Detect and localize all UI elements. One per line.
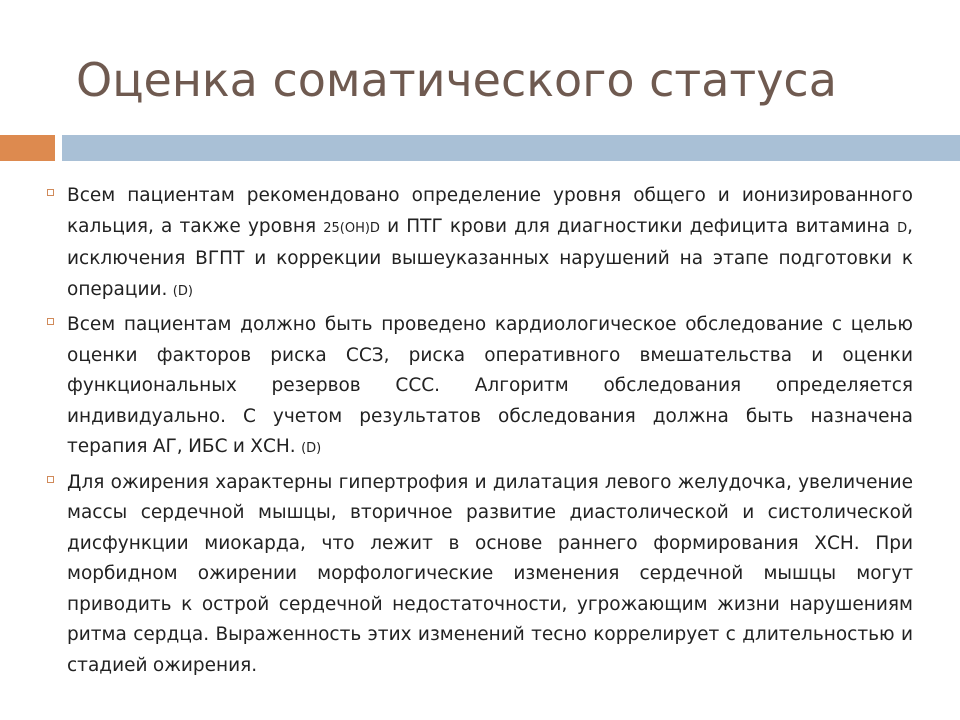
bullet-text-segment: Всем пациентам должно быть проведено кардиологическое обследование с целью оценки факторов риска ССЗ, риска оперативного вмешательства и оценки функциональных резервов ССС. Алгоритм обследования определяется индивидуально. С учетом результатов обследования должна быть назначена терапия АГ, ИБС и ХСН.	[67, 314, 913, 457]
bullet-text-segment: Всем пациентам рекомендовано определение уровня общего и ионизированного кальция, а также уровня	[67, 185, 913, 237]
bullet-text-segment: и ПТГ крови для диагностики дефицита витамина	[379, 215, 898, 237]
title-rule-bar	[62, 135, 960, 161]
accent-bar	[0, 135, 55, 161]
bullet-text-segment: , исключения ВГПТ и коррекции вышеуказанных нарушений на этапе подготовки к операции.	[67, 215, 913, 300]
bullet-item-obesity	[47, 468, 913, 682]
evidence-level: (D)	[301, 441, 322, 456]
bullet-text	[67, 310, 913, 465]
bullet-list	[47, 181, 913, 684]
bullet-item-calcium	[47, 181, 913, 307]
bullet-item-cardiology	[47, 310, 913, 465]
page-title: Оценка соматического статуса	[76, 53, 837, 107]
lab-marker: 25(OH)D	[323, 220, 380, 236]
square-bullet-icon	[47, 189, 54, 196]
bullet-text	[67, 181, 913, 307]
bullet-text	[67, 468, 913, 682]
evidence-level: (D)	[172, 283, 193, 299]
bullet-text-segment: Для ожирения характерны гипертрофия и дилатация левого желудочка, увеличение массы сердечной мышцы, вторичное развитие диастолической и систолической дисфункции миокарда, что лежит в основе раннего формирования ХСН. При морбидном ожирении морфологические изменения сердечной мышцы могут приводить к острой сердечной недостаточности, угрожающим жизни нарушениям ритма сердца. Выраженность этих изменений тесно коррелирует с длительностью и стадией ожирения.	[67, 471, 913, 676]
vitamin-letter: D	[897, 220, 908, 236]
square-bullet-icon	[47, 318, 54, 325]
square-bullet-icon	[47, 476, 54, 483]
